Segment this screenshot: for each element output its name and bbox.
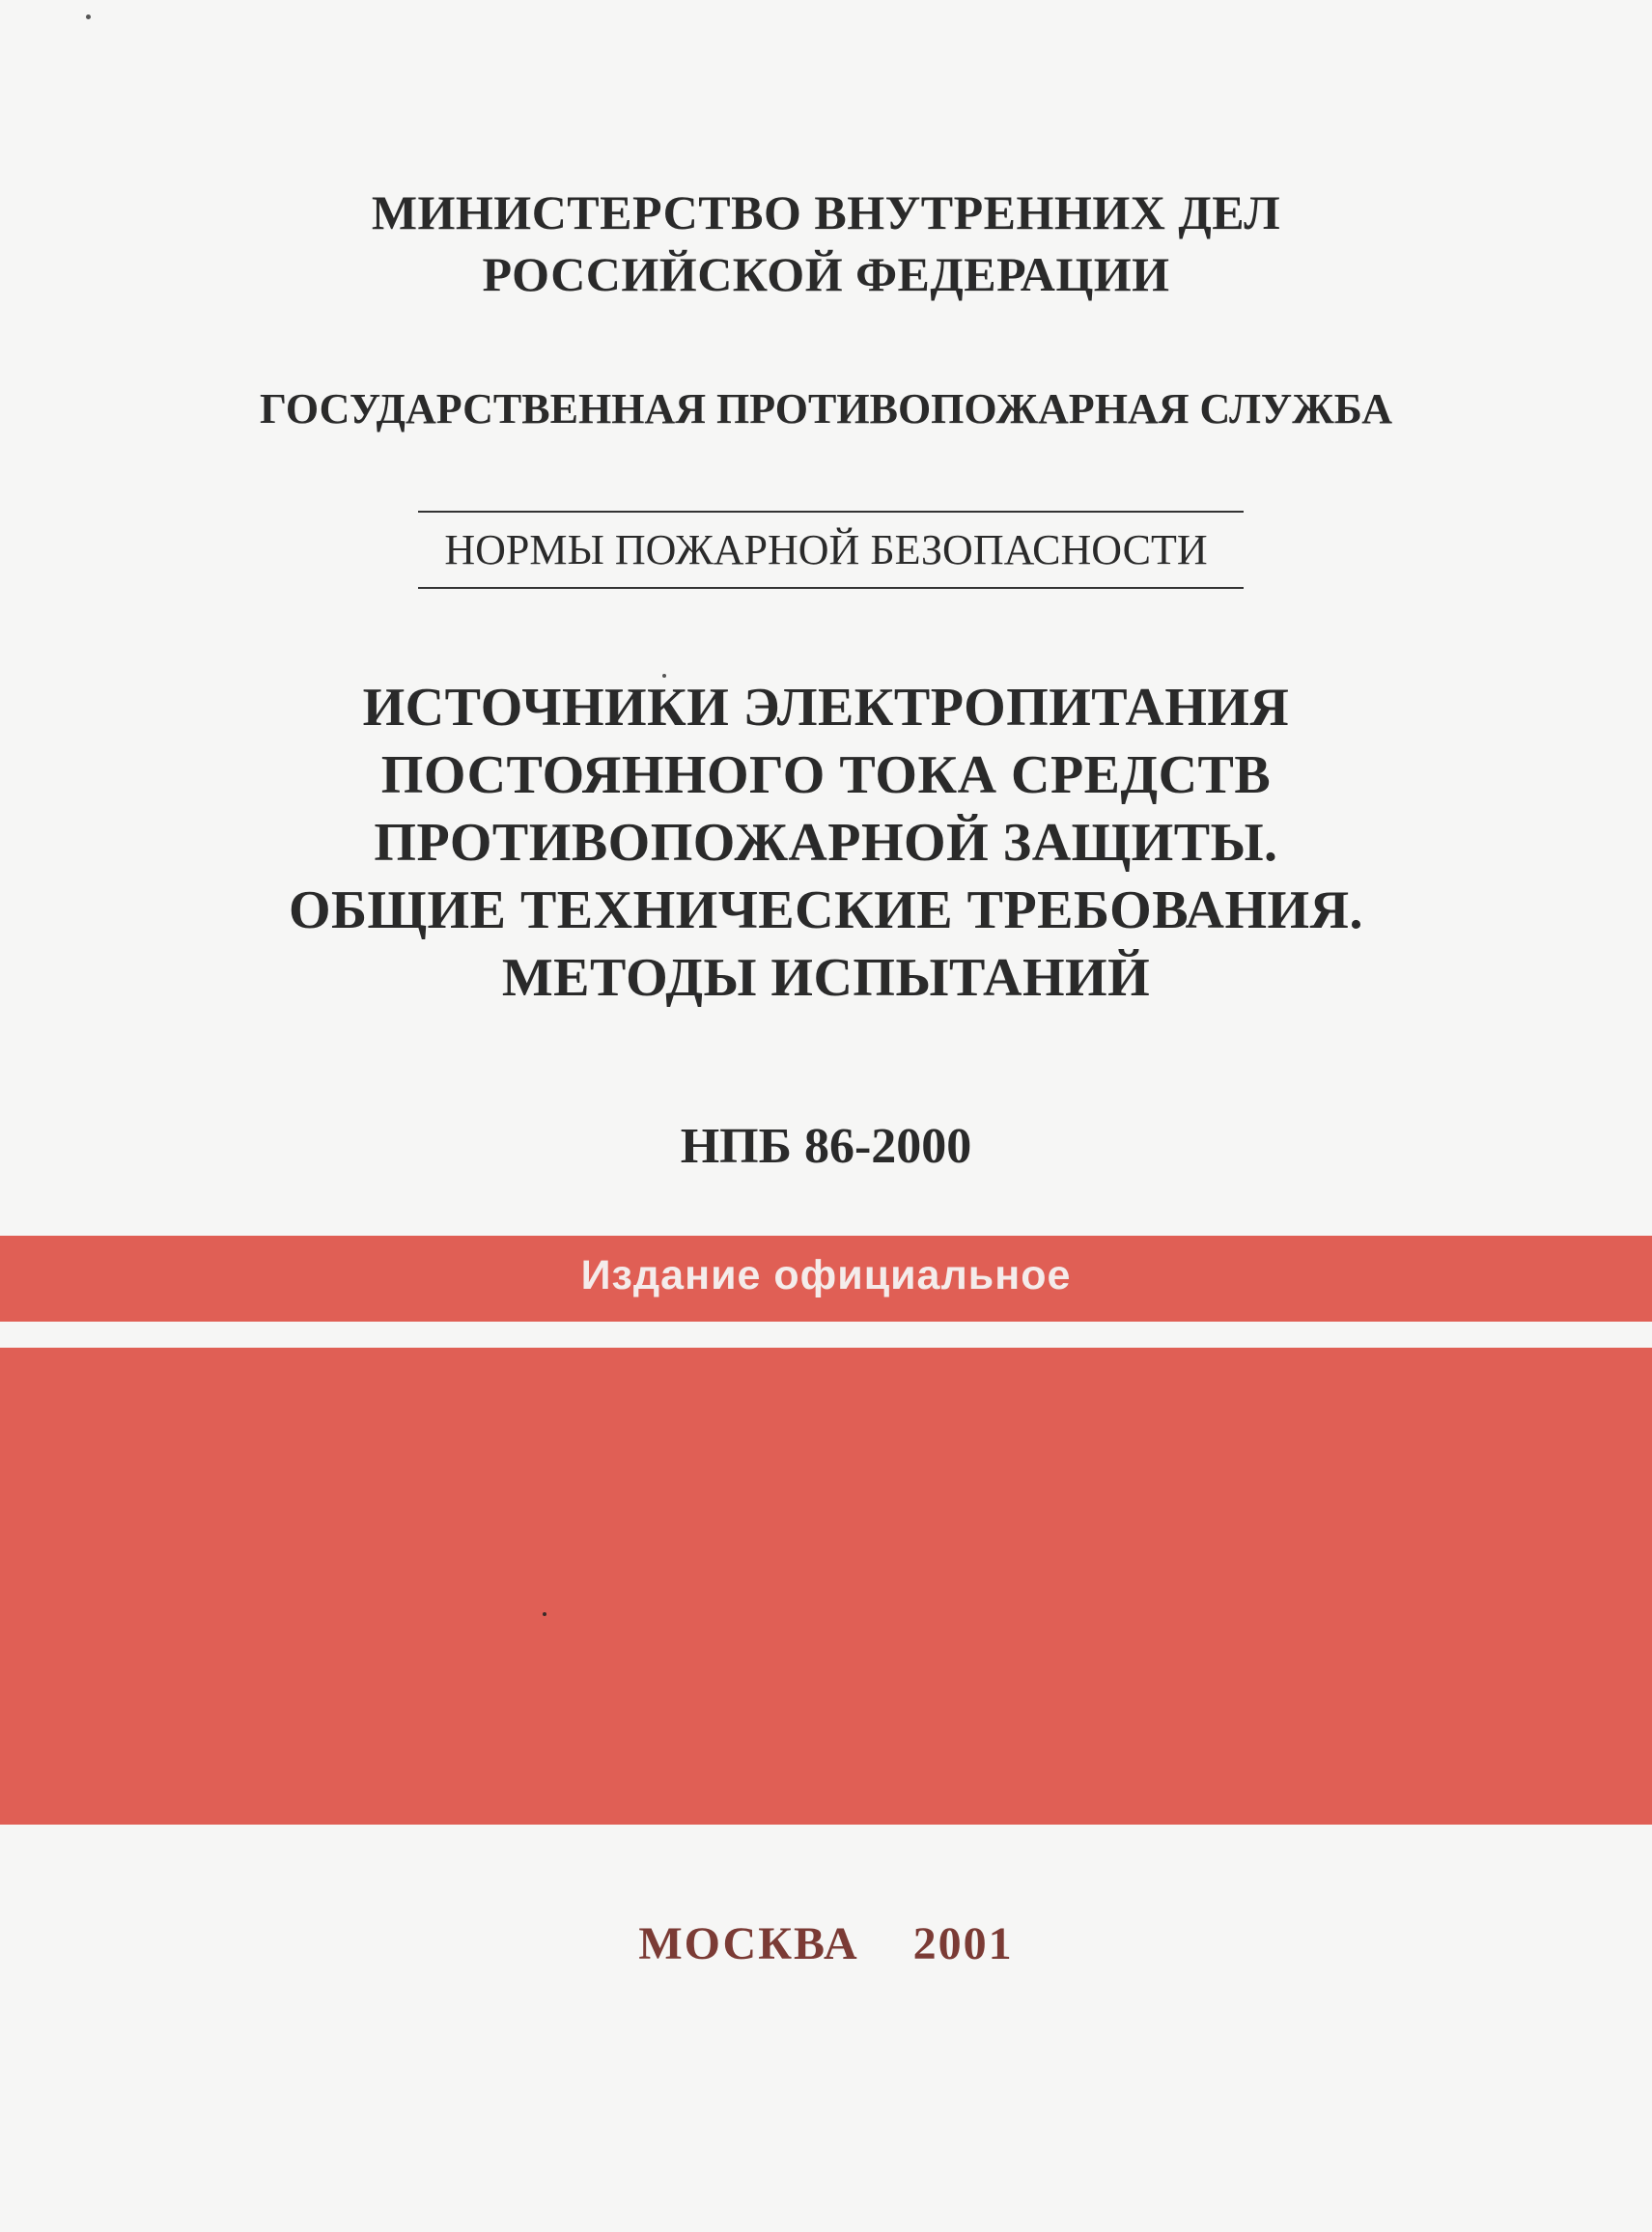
title-line-1: ИСТОЧНИКИ ЭЛЕКТРОПИТАНИЯ [362, 678, 1290, 738]
service-heading: ГОСУДАРСТВЕННАЯ ПРОТИВОПОЖАРНАЯ СЛУЖБА [259, 385, 1393, 432]
ministry-line-2: РОССИЙСКОЙ ФЕДЕРАЦИИ [482, 247, 1170, 301]
document-code: НПБ 86-2000 [680, 1119, 972, 1174]
red-block [0, 1348, 1652, 1825]
city-year: МОСКВА 2001 [638, 1918, 1014, 1969]
ministry-heading [0, 181, 1652, 305]
title-line-3: ПРОТИВОПОЖАРНОЙ ЗАЩИТЫ. [374, 813, 1278, 873]
norms-heading: НОРМЫ ПОЖАРНОЙ БЕЗОПАСНОСТИ [444, 526, 1208, 573]
scan-speck [86, 14, 91, 19]
norms-bottom-rule [418, 587, 1244, 589]
title-line-5: МЕТОДЫ ИСПЫТАНИЙ [501, 948, 1151, 1008]
norms-top-rule [418, 511, 1244, 513]
edition-label: Издание официальное [580, 1252, 1072, 1298]
scan-speck [543, 1612, 546, 1616]
title-line-4: ОБЩИЕ ТЕХНИЧЕСКИЕ ТРЕБОВАНИЯ. [288, 880, 1364, 940]
ministry-line-1: МИНИСТЕРСТВО ВНУТРЕННИХ ДЕЛ [371, 185, 1281, 239]
title-line-2: ПОСТОЯННОГО ТОКА СРЕДСТВ [380, 745, 1272, 805]
document-title [0, 674, 1652, 1012]
scan-speck [662, 674, 666, 678]
